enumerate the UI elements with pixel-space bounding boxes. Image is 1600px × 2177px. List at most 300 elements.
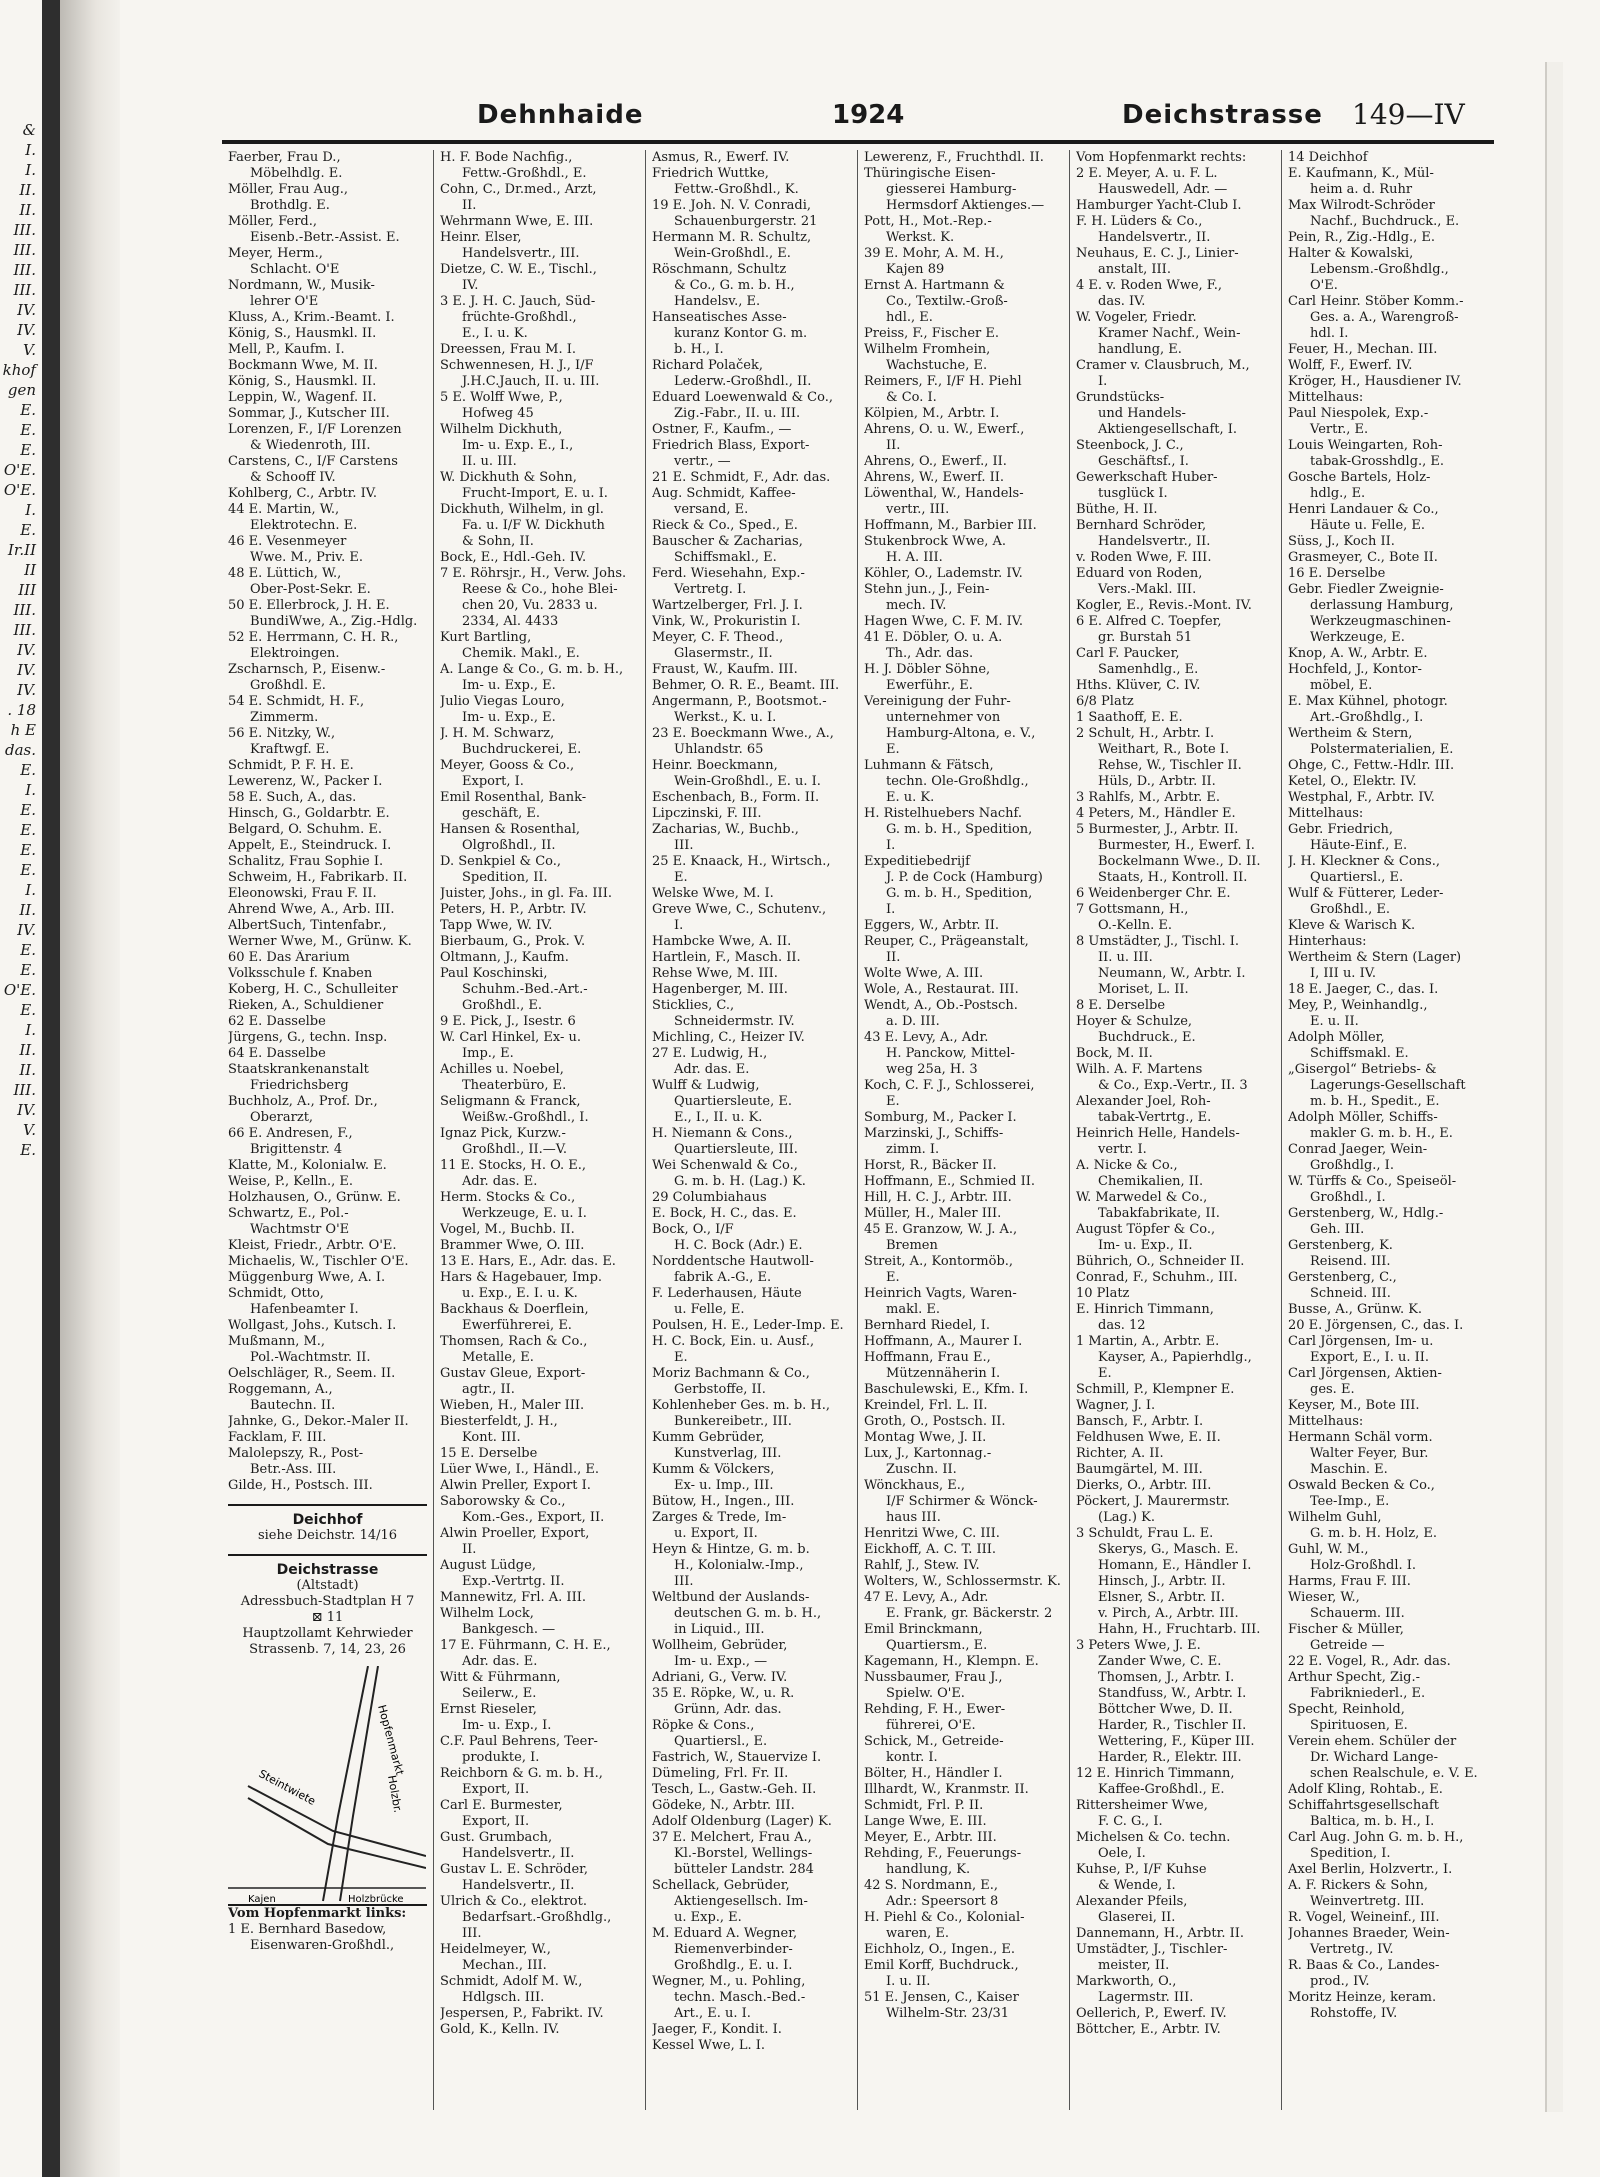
- margin-fragment: III.: [13, 241, 36, 259]
- directory-entry: Werkzeuge, E.: [1310, 630, 1405, 645]
- directory-entry: Quartiersl., E.: [674, 1734, 768, 1749]
- margin-fragment: IV.: [17, 681, 36, 699]
- directory-entry: Brammer Wwe, O. III.: [440, 1238, 585, 1253]
- directory-entry: 21 E. Schmidt, F., Adr. das.: [652, 470, 831, 485]
- directory-entry: Zuschn. II.: [886, 1462, 957, 1477]
- directory-entry: 18 E. Jaeger, C., das. I.: [1288, 982, 1439, 997]
- directory-entry: Walter Feyer, Bur.: [1310, 1446, 1429, 1461]
- directory-entry: 27 E. Ludwig, H.,: [652, 1046, 768, 1061]
- directory-entry: Werkst. K.: [886, 230, 955, 245]
- directory-entry: Gerstenberg, C.,: [1288, 1270, 1397, 1285]
- directory-entry: Weltbund der Auslands-: [652, 1590, 810, 1605]
- directory-entry: versand, E.: [674, 502, 749, 517]
- directory-entry: Chemikalien, II.: [1098, 1174, 1204, 1189]
- directory-entry: (Lag.) K.: [1098, 1510, 1155, 1525]
- directory-entry: Stehn jun., J., Fein-: [864, 582, 990, 597]
- directory-entry: Hanseatisches Asse-: [652, 310, 787, 325]
- directory-entry: Gewerkschaft Huber-: [1076, 470, 1218, 485]
- directory-entry: Faerber, Frau D.,: [228, 150, 341, 165]
- directory-entry: Baschulewski, E., Kfm. I.: [864, 1382, 1029, 1397]
- directory-entry: waren, E.: [886, 1926, 950, 1941]
- directory-entry: haus III.: [886, 1510, 941, 1525]
- map-label: Kajen: [248, 1894, 276, 1905]
- directory-entry: schen Realschule, e. V. E.: [1310, 1766, 1478, 1781]
- directory-entry: Montag Wwe, J. II.: [864, 1430, 987, 1445]
- directory-entry: Bock, E., Hdl.-Geh. IV.: [440, 550, 587, 565]
- directory-entry: 44 E. Martin, W.,: [228, 502, 340, 517]
- margin-fragment: I.: [25, 781, 36, 799]
- directory-entry: Fraust, W., Kaufm. III.: [652, 662, 798, 677]
- directory-entry: Heyn & Hintze, G. m. b.: [652, 1542, 810, 1557]
- directory-entry: u. Export, II.: [674, 1526, 758, 1541]
- directory-entry: Schalitz, Frau Sophie I.: [228, 854, 384, 869]
- directory-entry: handlung, E.: [1098, 342, 1182, 357]
- directory-entry: Riemenverbinder-: [674, 1942, 793, 1957]
- directory-entry: Verein ehem. Schüler der: [1288, 1734, 1457, 1749]
- directory-entry: Spirituosen, E.: [1310, 1718, 1408, 1733]
- directory-entry: Wolte Wwe, A. III.: [864, 966, 984, 981]
- directory-entry: Handelsvertr., III.: [462, 246, 580, 261]
- directory-entry: Hahn, H., Fruchtarb. III.: [1098, 1622, 1261, 1637]
- directory-entry: Behmer, O. R. E., Beamt. III.: [652, 678, 840, 693]
- directory-entry: Gebr. Friedrich,: [1288, 822, 1394, 837]
- directory-entry: 56 E. Nitzky, W.,: [228, 726, 336, 741]
- directory-entry: Fischer & Müller,: [1288, 1622, 1404, 1637]
- directory-entry: Aktiengesellsch. Im-: [674, 1894, 808, 1909]
- column-5-entries: [1076, 150, 1275, 2038]
- directory-entry: Wieben, H., Maler III.: [440, 1398, 585, 1413]
- directory-entry: F. H. Lüders & Co.,: [1076, 214, 1203, 229]
- directory-entry: 45 E. Granzow, W. J. A.,: [864, 1222, 1018, 1237]
- directory-entry: Arthur Specht, Zig.-: [1288, 1670, 1421, 1685]
- directory-entry: Schwennesen, H. J., I/F: [440, 358, 594, 373]
- directory-entry: Staatskrankenanstalt: [228, 1062, 369, 1077]
- directory-entry: Hill, H. C. J., Arbtr. III.: [864, 1190, 1012, 1205]
- directory-entry: Lewerenz, W., Packer I.: [228, 774, 383, 789]
- directory-entry: Buchdruckerei, E.: [462, 742, 582, 757]
- directory-entry: Homann, E., Händler I.: [1098, 1558, 1252, 1573]
- directory-entry: kuranz Kontor G. m.: [674, 326, 808, 341]
- directory-entry: vertr., —: [674, 454, 731, 469]
- directory-entry: Sticklies, C.,: [652, 998, 735, 1013]
- directory-entry: Schauenburgerstr. 21: [674, 214, 818, 229]
- directory-entry: 23 E. Boeckmann Wwe., A.,: [652, 726, 834, 741]
- directory-entry: Herm. Stocks & Co.,: [440, 1190, 576, 1205]
- directory-entry: Wei Schenwald & Co.,: [652, 1158, 798, 1173]
- directory-entry: Grasmeyer, C., Bote II.: [1288, 550, 1438, 565]
- directory-entry: Rahlf, J., Stew. IV.: [864, 1558, 980, 1573]
- directory-entry: W. Marwedel & Co.,: [1076, 1190, 1208, 1205]
- directory-entry: Holzhausen, O., Grünw. E.: [228, 1190, 401, 1205]
- directory-entry: Böttcher Wwe, D. II.: [1098, 1702, 1233, 1717]
- margin-fragment: III: [18, 581, 36, 599]
- margin-fragment: E.: [20, 441, 36, 459]
- directory-entry: Rieken, A., Schuldiener: [228, 998, 384, 1013]
- directory-entry: Quartiersleute, III.: [674, 1142, 798, 1157]
- directory-entry: Im- u. Exp., E.: [462, 710, 556, 725]
- directory-entry: Adolf Kling, Rohtab., E.: [1288, 1782, 1443, 1797]
- directory-entry: Ignaz Pick, Kurzw.-: [440, 1126, 566, 1141]
- directory-entry: Großhdl., I.: [1310, 1190, 1386, 1205]
- directory-entry: Hochfeld, J., Kontor-: [1288, 662, 1422, 677]
- directory-entry: Adr. das. E.: [674, 1062, 750, 1077]
- directory-entry: Sommar, J., Kutscher III.: [228, 406, 390, 421]
- directory-entry: Kogler, E., Revis.-Mont. IV.: [1076, 598, 1252, 613]
- directory-entry: Pol.-Wachtmstr. II.: [250, 1350, 371, 1365]
- directory-entry: meister, II.: [1098, 1958, 1170, 1973]
- directory-entry: Häute u. Felle, E.: [1310, 518, 1426, 533]
- directory-entry: Holz-Großhdl. I.: [1310, 1558, 1417, 1573]
- directory-entry: Malolepszy, R., Post-: [228, 1446, 364, 1461]
- margin-fragment: . 18: [7, 701, 36, 719]
- directory-entry: Ketel, O., Elektr. IV.: [1288, 774, 1417, 789]
- directory-entry: Luhmann & Fätsch,: [864, 758, 994, 773]
- directory-entry: II.: [462, 198, 477, 213]
- directory-entry: Im- u. Exp. E., I.,: [462, 438, 574, 453]
- directory-entry: Harder, R., Tischler II.: [1098, 1718, 1247, 1733]
- directory-entry: 17 E. Führmann, C. H. E.,: [440, 1638, 611, 1653]
- directory-entry: II.: [886, 950, 901, 965]
- directory-entry: Wollheim, Gebrüder,: [652, 1638, 788, 1653]
- directory-entry: Theaterbüro, E.: [462, 1078, 567, 1093]
- footer-line: 1 E. Bernhard Basedow,: [228, 1922, 387, 1937]
- directory-entry: tabak-Vertrtg., E.: [1098, 1110, 1212, 1125]
- directory-entry: Wilhelm Lock,: [440, 1606, 534, 1621]
- directory-entry: vertr., III.: [886, 502, 950, 517]
- street-map: [228, 1666, 427, 1906]
- directory-entry: Harms, Frau F. III.: [1288, 1574, 1411, 1589]
- directory-entry: Gustav L. E. Schröder,: [440, 1862, 589, 1877]
- directory-entry: Reichborn & G. m. b. H.,: [440, 1766, 603, 1781]
- directory-entry: Lagermstr. III.: [1098, 1990, 1194, 2005]
- directory-entry: Großhdl., E.: [462, 998, 542, 1013]
- directory-entry: Kumm & Völckers,: [652, 1462, 775, 1477]
- directory-entry: II.: [886, 438, 901, 453]
- directory-entry: & Sohn, II.: [462, 534, 534, 549]
- directory-entry: H. Piehl & Co., Kolonial-: [864, 1910, 1025, 1925]
- directory-entry: Mittelhaus:: [1288, 806, 1364, 821]
- directory-entry: 13 E. Hars, E., Adr. das. E.: [440, 1254, 616, 1269]
- directory-entry: Nordmann, W., Musik-: [228, 278, 375, 293]
- deichstrasse-line: Adressbuch-Stadtplan H 7: [240, 1594, 415, 1609]
- directory-entry: Zander Wwe, C. E.: [1098, 1654, 1222, 1669]
- directory-entry: Bankgesch. —: [462, 1622, 556, 1637]
- directory-entry: G. m. b. H. (Lag.) K.: [674, 1174, 806, 1189]
- directory-entry: Westphal, F., Arbtr. IV.: [1288, 790, 1435, 805]
- margin-fragment: II.: [19, 1041, 36, 1059]
- directory-entry: 6/8 Platz: [1076, 694, 1134, 709]
- directory-entry: Uhlandstr. 65: [674, 742, 764, 757]
- directory-entry: Angermann, P., Bootsmot.-: [652, 694, 827, 709]
- directory-entry: Wilhelm-Str. 23/31: [886, 2006, 1010, 2021]
- directory-entry: Export, I.: [462, 774, 524, 789]
- directory-entry: 3 Rahlfs, M., Arbtr. E.: [1076, 790, 1221, 805]
- directory-entry: Neumann, W., Arbtr. I.: [1098, 966, 1246, 981]
- directory-entry: Bock, M. II.: [1076, 1046, 1153, 1061]
- directory-entry: Carl Aug. John G. m. b. H.,: [1288, 1830, 1464, 1845]
- directory-entry: Bölter, H., Händler I.: [864, 1766, 1003, 1781]
- directory-entry: Vogel, M., Buchb. II.: [440, 1222, 575, 1237]
- directory-entry: Henri Landauer & Co.,: [1288, 502, 1439, 517]
- directory-entry: Eschenbach, B., Form. II.: [652, 790, 820, 805]
- margin-fragment: E.: [20, 941, 36, 959]
- column-5: [1070, 150, 1282, 2110]
- margin-fragment: III.: [13, 221, 36, 239]
- directory-entry: 54 E. Schmidt, H. F.,: [228, 694, 365, 709]
- directory-entry: 50 E. Ellerbrock, J. H. E.: [228, 598, 390, 613]
- directory-entry: lehrer O'E: [250, 294, 319, 309]
- directory-entry: Nachf., Buchdruck., E.: [1310, 214, 1460, 229]
- directory-entry: tabak-Grosshdlg., E.: [1310, 454, 1445, 469]
- directory-entry: I, III u. IV.: [1310, 966, 1376, 981]
- directory-entry: Böttcher, E., Arbtr. IV.: [1076, 2022, 1221, 2037]
- directory-entry: Gerstenberg, W., Hdlg.-: [1288, 1206, 1444, 1221]
- directory-entry: Rohstoffe, IV.: [1310, 2006, 1398, 2021]
- directory-entry: Witt & Führmann,: [440, 1670, 561, 1685]
- directory-entry: ges. E.: [1310, 1382, 1355, 1397]
- directory-entry: Art., E. u. I.: [674, 2006, 751, 2021]
- directory-entry: Baumgärtel, M. III.: [1076, 1462, 1203, 1477]
- margin-fragment: Ir.II: [7, 541, 36, 559]
- directory-entry: Handelsvertr., II.: [1098, 534, 1211, 549]
- directory-entry: bütteler Landstr. 284: [674, 1862, 814, 1877]
- directory-entry: Wettering, F., Küper III.: [1098, 1734, 1255, 1749]
- directory-entry: Carl E. Burmester,: [440, 1798, 563, 1813]
- directory-entry: Wolters, W., Schlossermstr. K.: [864, 1574, 1061, 1589]
- directory-entry: Heinr. Elser,: [440, 230, 522, 245]
- directory-entry: Backhaus & Doerflein,: [440, 1302, 589, 1317]
- directory-entry: Röschmann, Schultz: [652, 262, 787, 277]
- directory-entry: A. Nicke & Co.,: [1076, 1158, 1178, 1173]
- directory-entry: Ahrend Wwe, A., Arb. III.: [228, 902, 395, 917]
- directory-entry: Lewerenz, F., Fruchthdl. II.: [864, 150, 1044, 165]
- directory-entry: Lüer Wwe, I., Händl., E.: [440, 1462, 599, 1477]
- margin-fragment: h E: [10, 721, 36, 739]
- directory-entry: Facklam, F. III.: [228, 1430, 327, 1445]
- directory-entry: Zarges & Trede, Im-: [652, 1510, 787, 1525]
- left-street-heading: Dehnhaide: [477, 100, 644, 130]
- directory-entry: König, S., Hausmkl. II.: [228, 326, 377, 341]
- margin-fragment: IV.: [17, 321, 36, 339]
- columns: [222, 150, 1494, 2110]
- directory-entry: Aug. Schmidt, Kaffee-: [652, 486, 796, 501]
- directory-entry: Oberarzt,: [250, 1110, 314, 1125]
- directory-entry: Gödeke, N., Arbtr. III.: [652, 1798, 795, 1813]
- directory-entry: 9 E. Pick, J., Isestr. 6: [440, 1014, 576, 1029]
- margin-fragment: V.: [23, 341, 36, 359]
- directory-entry: Moritz Heinze, keram.: [1288, 1990, 1437, 2005]
- directory-entry: O'E.: [1310, 278, 1338, 293]
- directory-entry: & Wiedenroth, III.: [250, 438, 371, 453]
- directory-entry: Handelsvertr., II.: [462, 1878, 575, 1893]
- directory-entry: Im- u. Exp., I.: [462, 1718, 552, 1733]
- directory-entry: Preiss, F., Fischer E.: [864, 326, 999, 341]
- directory-entry: 11 E. Stocks, H. O. E.,: [440, 1158, 586, 1173]
- directory-entry: Grünn, Adr. das.: [674, 1702, 782, 1717]
- column-3: [646, 150, 858, 2110]
- directory-entry: August Töpfer & Co.,: [1076, 1222, 1216, 1237]
- directory-entry: 3 E. J. H. C. Jauch, Süd-: [440, 294, 596, 309]
- directory-entry: Ernst A. Hartmann &: [864, 278, 1005, 293]
- directory-entry: Meyer, C. F. Theod.,: [652, 630, 784, 645]
- directory-entry: Imp., E.: [462, 1046, 514, 1061]
- margin-fragment: E.: [20, 801, 36, 819]
- directory-entry: I.: [886, 838, 896, 853]
- directory-entry: Ostner, F., Kaufm., —: [652, 422, 792, 437]
- directory-entry: Wehrmann Wwe, E. III.: [440, 214, 594, 229]
- directory-entry: Müggenburg Wwe, A. I.: [228, 1270, 386, 1285]
- directory-entry: Ferd. Wiesehahn, Exp.-: [652, 566, 805, 581]
- directory-entry: Michelsen & Co. techn.: [1076, 1830, 1231, 1845]
- directory-page: [222, 96, 1494, 2136]
- margin-fragment: III.: [13, 601, 36, 619]
- directory-entry: Kaffee-Großhdl., E.: [1098, 1782, 1225, 1797]
- margin-fragment: II.: [19, 181, 36, 199]
- directory-entry: Hagenberger, M. III.: [652, 982, 788, 997]
- directory-entry: Leppin, W., Wagenf. II.: [228, 390, 377, 405]
- directory-entry: R. Baas & Co., Landes-: [1288, 1958, 1440, 1973]
- directory-entry: E.: [674, 1350, 688, 1365]
- directory-entry: 66 E. Andresen, F.,: [228, 1126, 353, 1141]
- directory-entry: Zscharnsch, P., Eisenw.-: [228, 662, 386, 677]
- directory-entry: Heinrich Vagts, Waren-: [864, 1286, 1017, 1301]
- directory-entry: Bernhard Riedel, I.: [864, 1318, 990, 1333]
- directory-entry: b. H., I.: [674, 342, 724, 357]
- directory-entry: I/F Schirmer & Wönck-: [886, 1494, 1038, 1509]
- directory-entry: Lederw.-Großhdl., II.: [674, 374, 812, 389]
- directory-entry: Michaelis, W., Tischler O'E.: [228, 1254, 409, 1269]
- margin-fragment: II.: [19, 201, 36, 219]
- directory-entry: 6 E. Alfred C. Toepfer,: [1076, 614, 1222, 629]
- directory-entry: Wein-Großhdl., E.: [674, 246, 791, 261]
- directory-entry: Fabrikniederl., E.: [1310, 1686, 1426, 1701]
- directory-entry: Hoffmann, M., Barbier III.: [864, 518, 1037, 533]
- directory-entry: Rehding, F., Feuerungs-: [864, 1846, 1022, 1861]
- directory-entry: Mittelhaus:: [1288, 390, 1364, 405]
- directory-entry: Schuhm.-Bed.-Art.-: [462, 982, 588, 997]
- directory-entry: Fettw.-Großhdl., K.: [674, 182, 799, 197]
- directory-entry: Vereinigung der Fuhr-: [864, 694, 1011, 709]
- directory-entry: 22 E. Vogel, R., Adr. das.: [1288, 1654, 1451, 1669]
- directory-entry: Bunkereibetr., III.: [674, 1414, 792, 1429]
- directory-entry: Ulrich & Co., elektrot.: [440, 1894, 587, 1909]
- directory-entry: Fettw.-Großhdl., E.: [462, 166, 587, 181]
- directory-entry: agtr., II.: [462, 1382, 515, 1397]
- directory-entry: 14 Deichhof: [1288, 150, 1368, 165]
- directory-entry: Marzinski, J., Schiffs-: [864, 1126, 1004, 1141]
- directory-entry: Wertheim & Stern (Lager): [1288, 950, 1462, 965]
- directory-entry: Hauswedell, Adr. —: [1098, 182, 1228, 197]
- directory-entry: Eduard von Roden,: [1076, 566, 1203, 581]
- directory-entry: Ahrens, O. u. W., Ewerf.,: [864, 422, 1025, 437]
- directory-entry: Norddentsche Hautwoll-: [652, 1254, 814, 1269]
- directory-entry: Kagemann, H., Klempn. E.: [864, 1654, 1039, 1669]
- directory-entry: Großhdl., II.—V.: [462, 1142, 568, 1157]
- directory-entry: II. u. III.: [462, 454, 517, 469]
- directory-entry: Köhler, O., Lademstr. IV.: [864, 566, 1023, 581]
- directory-entry: geschäft, E.: [462, 806, 541, 821]
- directory-entry: Bierbaum, G., Prok. V.: [440, 934, 586, 949]
- directory-entry: Grundstücks-: [1076, 390, 1165, 405]
- directory-entry: Adr.: Speersort 8: [886, 1894, 999, 1909]
- directory-entry: Werkzeugmaschinen-: [1310, 614, 1451, 629]
- directory-entry: Wollgast, Johs., Kutsch. I.: [228, 1318, 397, 1333]
- directory-entry: und Handels-: [1098, 406, 1186, 421]
- directory-entry: Rehse Wwe, M. III.: [652, 966, 778, 981]
- directory-entry: Wönckhaus, E.,: [864, 1478, 966, 1493]
- column-6: [1282, 150, 1494, 2110]
- directory-entry: weg 25a, H. 3: [886, 1062, 978, 1077]
- directory-entry: Halter & Kowalski,: [1288, 246, 1414, 261]
- directory-entry: E. Max Kühnel, photogr.: [1288, 694, 1448, 709]
- directory-entry: Schellack, Gebrüder,: [652, 1878, 790, 1893]
- directory-entry: Handelsvertr., II.: [462, 1846, 575, 1861]
- directory-entry: Kraftwgf. E.: [250, 742, 330, 757]
- directory-entry: Großhdlg., E. u. I.: [674, 1958, 793, 1973]
- directory-entry: Bütow, H., Ingen., III.: [652, 1494, 795, 1509]
- directory-entry: Emil Rosenthal, Bank-: [440, 790, 587, 805]
- margin-fragment: I.: [25, 881, 36, 899]
- directory-entry: E. u. K.: [886, 790, 935, 805]
- directory-entry: Emil Brinckmann,: [864, 1622, 983, 1637]
- directory-entry: Appelt, E., Steindruck. I.: [228, 838, 392, 853]
- directory-entry: Schmidt, P. F. H. E.: [228, 758, 354, 773]
- margin-fragment: III.: [13, 281, 36, 299]
- directory-entry: Buchdruck., E.: [1098, 1030, 1196, 1045]
- directory-entry: Carl Jörgensen, Im- u.: [1288, 1334, 1434, 1349]
- directory-entry: Großhdlg., I.: [1310, 1158, 1394, 1173]
- directory-entry: A. Lange & Co., G. m. b. H.,: [440, 662, 624, 677]
- directory-entry: Mechan., III.: [462, 1958, 547, 1973]
- directory-entry: Feldhusen Wwe, E. II.: [1076, 1430, 1221, 1445]
- directory-entry: Seligmann & Franck,: [440, 1094, 581, 1109]
- margin-fragment: I.: [25, 161, 36, 179]
- directory-entry: Heidelmeyer, W.,: [440, 1942, 551, 1957]
- directory-entry: 39 E. Mohr, A. M. H.,: [864, 246, 1004, 261]
- directory-entry: G. m. b. H., Spedition,: [886, 886, 1033, 901]
- directory-entry: Co., Textilw.-Groß-: [886, 294, 1008, 309]
- directory-entry: Kajen 89: [886, 262, 945, 277]
- directory-entry: E.: [1098, 1366, 1112, 1381]
- directory-entry: Möller, Frau Aug.,: [228, 182, 349, 197]
- directory-entry: Schneid. III.: [1310, 1286, 1391, 1301]
- directory-entry: Zacharias, W., Buchb.,: [652, 822, 799, 837]
- directory-entry: Hinsch, G., Goldarbtr. E.: [228, 806, 390, 821]
- directory-entry: Handelsv., E.: [674, 294, 761, 309]
- directory-entry: I.: [674, 918, 684, 933]
- directory-entry: Ewerführerei, E.: [462, 1318, 572, 1333]
- directory-entry: Ewerführ., E.: [886, 678, 973, 693]
- directory-entry: 35 E. Röpke, W., u. R.: [652, 1686, 795, 1701]
- directory-entry: Pott, H., Mot.-Rep.-: [864, 214, 992, 229]
- directory-entry: Mey, P., Weinhandlg.,: [1288, 998, 1428, 1013]
- directory-entry: Weißw.-Großhdl., I.: [462, 1110, 589, 1125]
- directory-entry: Eleonowski, Frau F. II.: [228, 886, 377, 901]
- directory-entry: Ernst Rieseler,: [440, 1702, 537, 1717]
- directory-entry: Moriz Bachmann & Co.,: [652, 1366, 810, 1381]
- directory-entry: Hofweg 45: [462, 406, 534, 421]
- directory-entry: Eisenb.-Betr.-Assist. E.: [250, 230, 400, 245]
- directory-entry: Meyer, Gooss & Co.,: [440, 758, 575, 773]
- directory-entry: Ahrens, W., Ewerf. II.: [864, 470, 1005, 485]
- directory-entry: E. Hinrich Timmann,: [1076, 1302, 1214, 1317]
- directory-entry: Eichholz, O., Ingen., E.: [864, 1942, 1015, 1957]
- directory-entry: Geschäftsf., I.: [1098, 454, 1189, 469]
- margin-fragment: IV.: [17, 301, 36, 319]
- directory-entry: Schweim, H., Fabrikarb. II.: [228, 870, 408, 885]
- directory-entry: Wendt, A., Ob.-Postsch.: [864, 998, 1018, 1013]
- directory-entry: Wilhelm Fromhein,: [864, 342, 991, 357]
